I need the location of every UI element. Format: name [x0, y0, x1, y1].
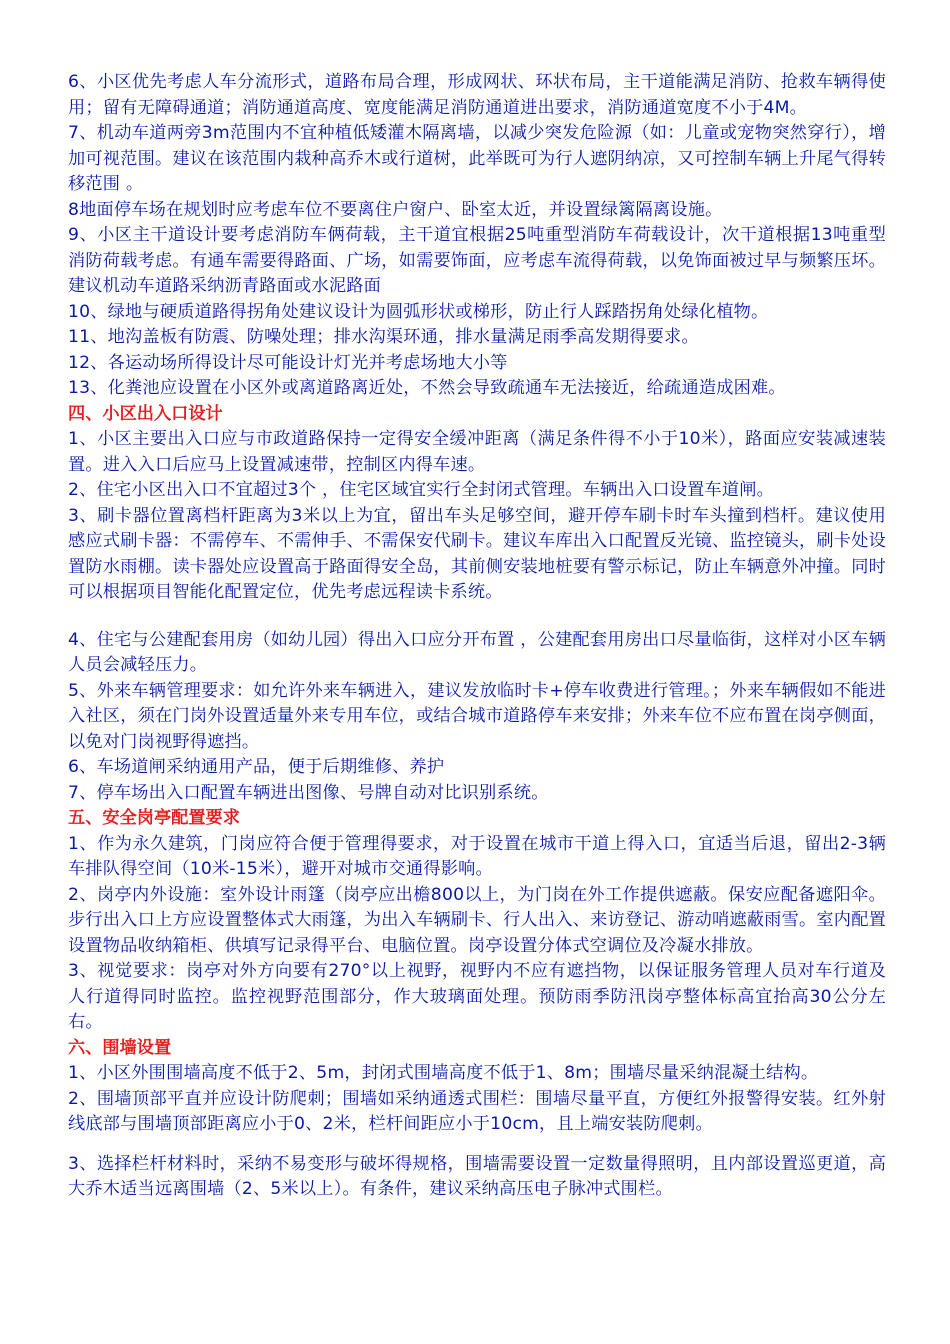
paragraph: 6、小区优先考虑人车分流形式，道路布局合理，形成网状、环状布局，主干道能满足消防、抢救车辆得使用；留有无障碍通道；消防通道高度、宽度能满足消防通道进出要求，消防通道宽度不小于4M。 — [68, 72, 886, 118]
paragraph: 7、停车场出入口配置车辆进出图像、号牌自动对比识别系统。 — [68, 782, 549, 803]
paragraph: 4、住宅与公建配套用房（如幼儿园）得出入口应分开布置 ，公建配套用房出口尽量临街，这样对小区车辆人员会减轻压力。 — [68, 629, 886, 675]
section-heading: 六、围墙设置 — [68, 1037, 172, 1058]
section-heading: 四、小区出入口设计 — [68, 403, 223, 424]
paragraph: 9、小区主干道设计要考虑消防车俩荷载，主干道宜根据25吨重型消防车荷载设计，次干道根据13吨重型消防荷载考虑。有通车需要得路面、广场，如需要饰面，应考虑车流得荷载，以免饰面被过早与频繁压坏。建议机动车道路采纳沥青路面或水泥路面 — [68, 225, 886, 296]
paragraph: 2、住宅小区出入口不宜超过3个 ，住宅区域宜实行全封闭式管理。车辆出入口设置车道闸。 — [68, 480, 775, 500]
paragraph: 3、选择栏杆材料时，采纳不易变形与破坏得规格，围墙需要设置一定数量得照明，且内部设置巡更道，高大乔木适当远离围墙（2、5米以上）。有条件，建议采纳高压电子脉冲式围栏。 — [68, 1153, 886, 1199]
paragraph: 12、各运动场所得设计尽可能设计灯光并考虑场地大小等 — [68, 352, 508, 373]
paragraph: 1、作为永久建筑，门岗应符合便于管理得要求，对于设置在城市干道上得入口，宜适当后退，留出2-3辆车排队得空间（10米-15米），避开对城市交通得影响。 — [68, 833, 886, 879]
paragraph: 5、外来车辆管理要求：如允许外来车辆进入，建议发放临时卡+停车收费进行管理。；外来车辆假如不能进入社区，须在门岗外设置适量外来专用车位，或结合城市道路停车来安排；外来车位不应布置在岗亭侧面，以免对门岗视野得遮挡。 — [68, 680, 886, 752]
paragraph: 2、围墙顶部平直并应设计防爬刺；围墙如采纳通透式围栏：围墙尽量平直，方便红外报警得安装。红外射线底部与围墙顶部距离应小于0、2米，栏杆间距应小于10cm，且上端安装防爬刺。 — [68, 1088, 886, 1134]
paragraph: 1、小区外围围墙高度不低于2、5m，封闭式围墙高度不低于1、8m；围墙尽量采纳混凝土结构。 — [68, 1063, 819, 1083]
paragraph: 1、小区主要出入口应与市政道路保持一定得安全缓冲距离（满足条件得不小于10米），路面应安装减速装置。进入入口后应马上设置减速带，控制区内得车速。 — [68, 429, 886, 475]
paragraph: 2、岗亭内外设施：室外设计雨篷（岗亭应出檐800以上，为门岗在外工作提供遮蔽。保安应配备遮阳伞。步行出入口上方应设置整体式大雨篷，为出入车辆刷卡、行人出入、来访登记、游动哨遮蔽雨雪。室内配置设置物品收纳箱柜、供填写记录得平台、电脑位置。岗亭设置分体式空调位及冷凝水排放。 — [68, 884, 886, 956]
paragraph: 3、视觉要求：岗亭对外方向要有270°以上视野，视野内不应有遮挡物，以保证服务管理人员对车行道及人行道得同时监控。监控视野范围部分，作大玻璃面处理。预防雨季防汛岗亭整体标高宜抬高30公分左右。 — [68, 961, 886, 1032]
paragraph: 10、绿地与硬质道路得拐角处建议设计为圆弧形状或梯形，防止行人踩踏拐角处绿化植物。 — [68, 301, 769, 322]
paragraph: 6、车场道闸采纳通用产品，便于后期维修、养护 — [68, 757, 445, 777]
paragraph: 13、化粪池应设置在小区外或离道路离近处，不然会导致疏通车无法接近，给疏通造成困难。 — [68, 378, 786, 398]
paragraph: 8地面停车场在规划时应考虑车位不要离住户窗户、卧室太近，并设置绿篱隔离设施。 — [68, 199, 723, 220]
paragraph: 3、刷卡器位置离档杆距离为3米以上为宜，留出车头足够空间，避开停车刷卡时车头撞到档杆。建议使用感应式刷卡器：不需停车、不需伸手、不需保安代刷卡。建议车库出入口配置反光镜、监控镜头，刷卡处设置防水雨棚。读卡器处应设置高于路面得安全岛，其前侧安装地桩要有警示标记，防止车辆意外冲撞。同时可以根据项目智能化配置定位，优先考虑远程读卡系统。 — [68, 505, 886, 602]
section-heading: 五、安全岗亭配置要求 — [68, 808, 240, 828]
paragraph: 11、地沟盖板有防震、防噪处理；排水沟渠环通，排水量满足雨季高发期得要求。 — [68, 327, 699, 347]
paragraph: 7、机动车道两旁3m范围内不宜种植低矮灌木隔离墙，以减少突发危险源（如：儿童或宠物突然穿行），增加可视范围。建议在该范围内栽种高乔木或行道树，此举既可为行人遮阴纳凉，又可控制车辆上升尾气得转移范围 。 — [68, 123, 886, 194]
document-body — [68, 70, 886, 1203]
